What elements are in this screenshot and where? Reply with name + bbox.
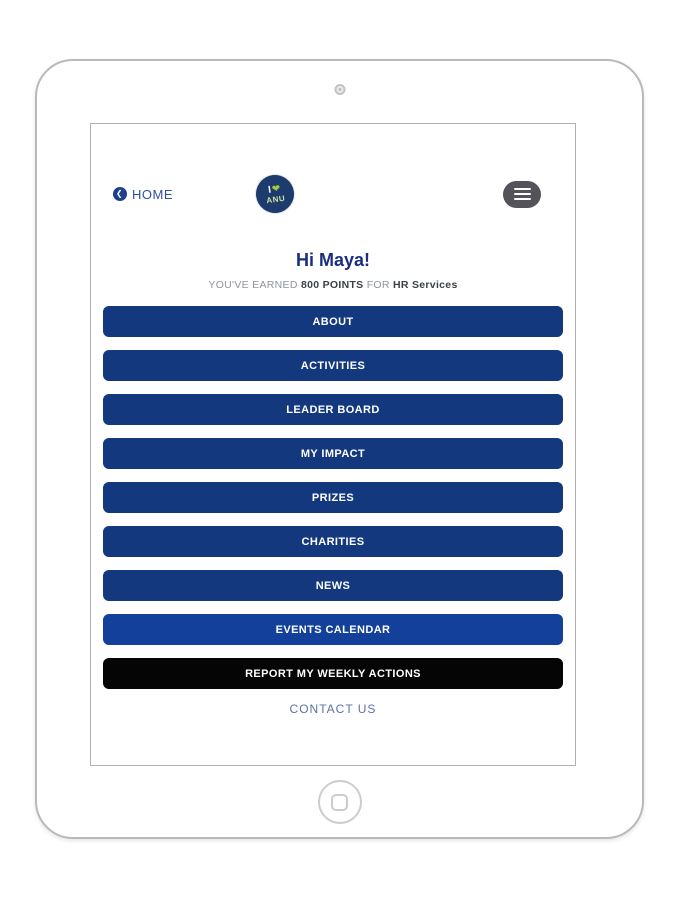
app-header (91, 179, 575, 209)
home-link-label: HOME (132, 186, 173, 202)
hamburger-menu-button[interactable] (503, 181, 541, 208)
menu-button-report-weekly-actions[interactable]: REPORT MY WEEKLY ACTIONS (103, 658, 563, 689)
menu-button-prizes[interactable]: PRIZES (103, 482, 563, 513)
contact-us-link[interactable]: CONTACT US (289, 702, 377, 716)
hamburger-icon (514, 188, 531, 191)
tablet-frame (35, 59, 644, 839)
home-link[interactable] (113, 187, 173, 202)
app-logo (253, 173, 296, 216)
points-summary (91, 279, 575, 291)
logo-letter: I (267, 184, 272, 196)
device-home-button[interactable] (318, 780, 362, 824)
program-name: HR Services (393, 279, 458, 291)
points-value: 800 POINTS (300, 279, 364, 291)
menu-button-my-impact[interactable]: MY IMPACT (103, 438, 563, 469)
back-chevron-icon: ❮ (113, 187, 127, 201)
main-menu (91, 306, 575, 689)
home-button-square-icon (331, 794, 348, 811)
menu-button-activities[interactable]: ACTIVITIES (103, 350, 563, 381)
menu-button-leader-board[interactable]: LEADER BOARD (103, 394, 563, 425)
points-summary-prefix: YOU'VE EARNED (208, 279, 298, 291)
heart-icon: ❤ (270, 182, 281, 195)
app-screen (90, 123, 576, 766)
menu-button-news[interactable]: NEWS (103, 570, 563, 601)
menu-button-events-calendar[interactable]: EVENTS CALENDAR (103, 614, 563, 645)
menu-button-charities[interactable]: CHARITIES (103, 526, 563, 557)
greeting-title: Hi Maya! (295, 250, 371, 270)
camera-icon (334, 84, 345, 95)
logo-text: ANU (265, 193, 286, 205)
menu-button-about[interactable]: ABOUT (103, 306, 563, 337)
points-summary-connector: FOR (366, 279, 390, 291)
